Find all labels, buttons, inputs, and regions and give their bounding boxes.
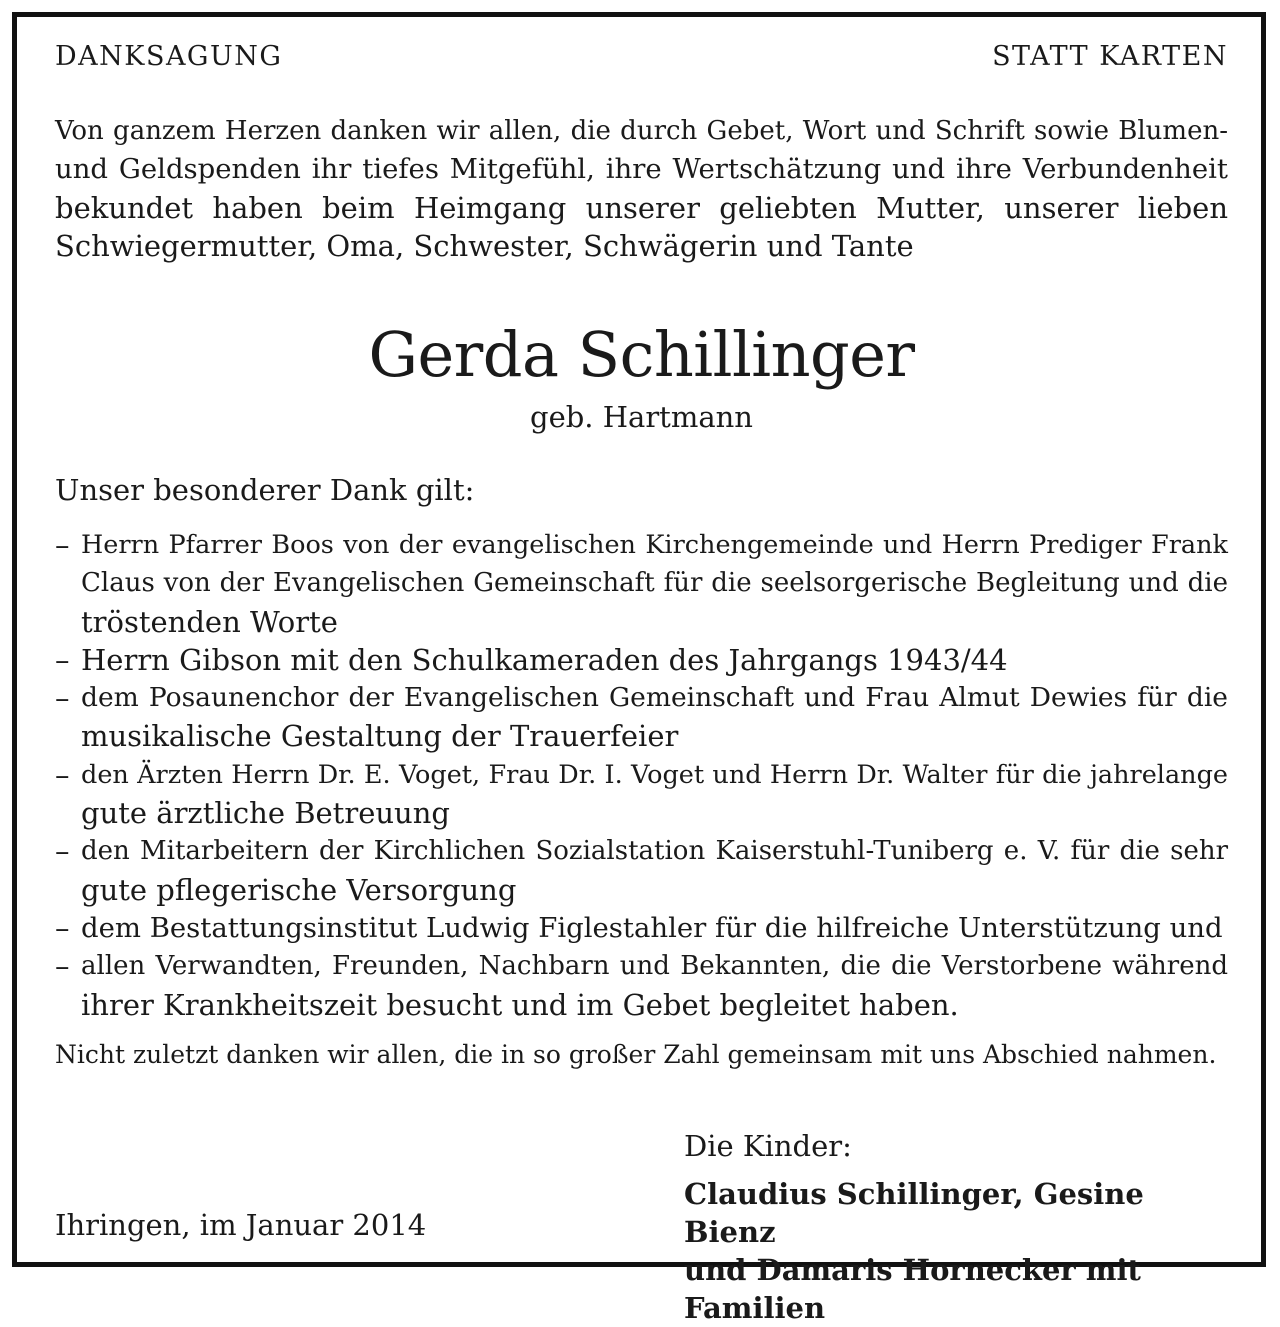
signature-names-line: Claudius Schillinger, Gesine Bienz: [684, 1177, 1144, 1249]
thanks-intro: Unser besonderer Dank gilt:: [55, 473, 475, 507]
dash-bullet: –: [55, 528, 70, 562]
thanks-item-line: Herrn Gibson mit den Schulkameraden des Jahrgangs 1943/44: [81, 642, 1008, 677]
thanks-item-line: dem Posaunenchor der Evangelischen Gemeinschaft und Frau Almut Dewies für die: [81, 682, 1228, 714]
thanks-list-item: [55, 679, 1228, 756]
dash-bullet: –: [55, 757, 70, 792]
thanks-list-item: [55, 756, 1228, 833]
thanks-item-line: den Ärzten Herrn Dr. E. Voget, Frau Dr. I. Voget und Herrn Dr. Walter für die jahrelange: [81, 759, 1228, 790]
dash-bullet: –: [55, 642, 70, 677]
thanks-item-line: Herrn Pfarrer Boos von der evangelischen Kirchengemeinde und Herrn Prediger Frank: [81, 530, 1228, 560]
thanks-item-line: musikalische Gestaltung der Trauerfeier: [81, 719, 679, 754]
obituary-notice: [12, 12, 1266, 1325]
intro-line: Von ganzem Herzen danken wir allen, die durch Gebet, Wort und Schrift sowie Blumen-: [55, 116, 1228, 146]
thanks-list-item: [55, 832, 1228, 909]
signature-block: [684, 1127, 1228, 1327]
intro-line: bekundet haben beim Heimgang unserer geliebten Mutter, unserer lieben: [55, 190, 1228, 225]
intro-paragraph: [55, 112, 1228, 265]
thanks-item-line: gute ärztliche Betreuung: [81, 796, 450, 831]
thanks-item-line: den Mitarbeitern der Kirchlichen Sozialstation Kaiserstuhl-Tuniberg e. V. für die sehr: [81, 836, 1228, 867]
thanks-item-line: tröstenden Worte: [81, 604, 338, 639]
intro-line: und Geldspenden ihr tiefes Mitgefühl, ihre Wertschätzung und ihre Verbundenheit: [55, 153, 1228, 186]
place-date: Ihringen, im Januar 2014: [55, 1208, 427, 1242]
signature-names-line: und Damaris Hornecker mit Familien: [684, 1253, 1141, 1325]
thanks-list-item: [55, 909, 1228, 947]
thanks-item-line: Claus von der Evangelischen Gemeinschaft für die seelsorgerische Begleitung und die: [81, 568, 1228, 599]
thanks-list-item: [55, 947, 1228, 1024]
thanks-list: [55, 526, 1228, 1024]
dash-bullet: –: [55, 949, 70, 984]
thanks-list-item: [55, 526, 1228, 641]
header-left-label: DANKSAGUNG: [55, 41, 283, 72]
dash-bullet: –: [55, 681, 70, 716]
intro-line: Schwiegermutter, Oma, Schwester, Schwägerin und Tante: [55, 228, 914, 263]
dash-bullet: –: [55, 834, 70, 869]
thanks-item-line: ihrer Krankheitszeit besucht und im Gebet begleitet haben.: [81, 987, 959, 1022]
thanks-list-item: [55, 641, 1228, 679]
header-right-label: STATT KARTEN: [992, 41, 1228, 72]
dash-bullet: –: [55, 910, 70, 945]
thanks-item-line: gute pflegerische Versorgung: [81, 872, 517, 907]
notice-header: [55, 41, 1228, 73]
thanks-item-line: allen Verwandten, Freunden, Nachbarn und Bekannten, die die Verstorbene während: [81, 951, 1228, 982]
deceased-name: Gerda Schillinger: [368, 318, 915, 391]
thanks-item-line: dem Bestattungsinstitut Ludwig Figlestahler für die hilfreiche Unterstützung und: [81, 911, 1223, 944]
birth-name: geb. Hartmann: [530, 400, 753, 434]
signature-label: Die Kinder:: [684, 1129, 852, 1163]
notice-content: [55, 17, 1228, 1325]
closing-sentence: Nicht zuletzt danken wir allen, die in so großer Zahl gemeinsam mit uns Abschied nahmen.: [55, 1040, 1217, 1069]
